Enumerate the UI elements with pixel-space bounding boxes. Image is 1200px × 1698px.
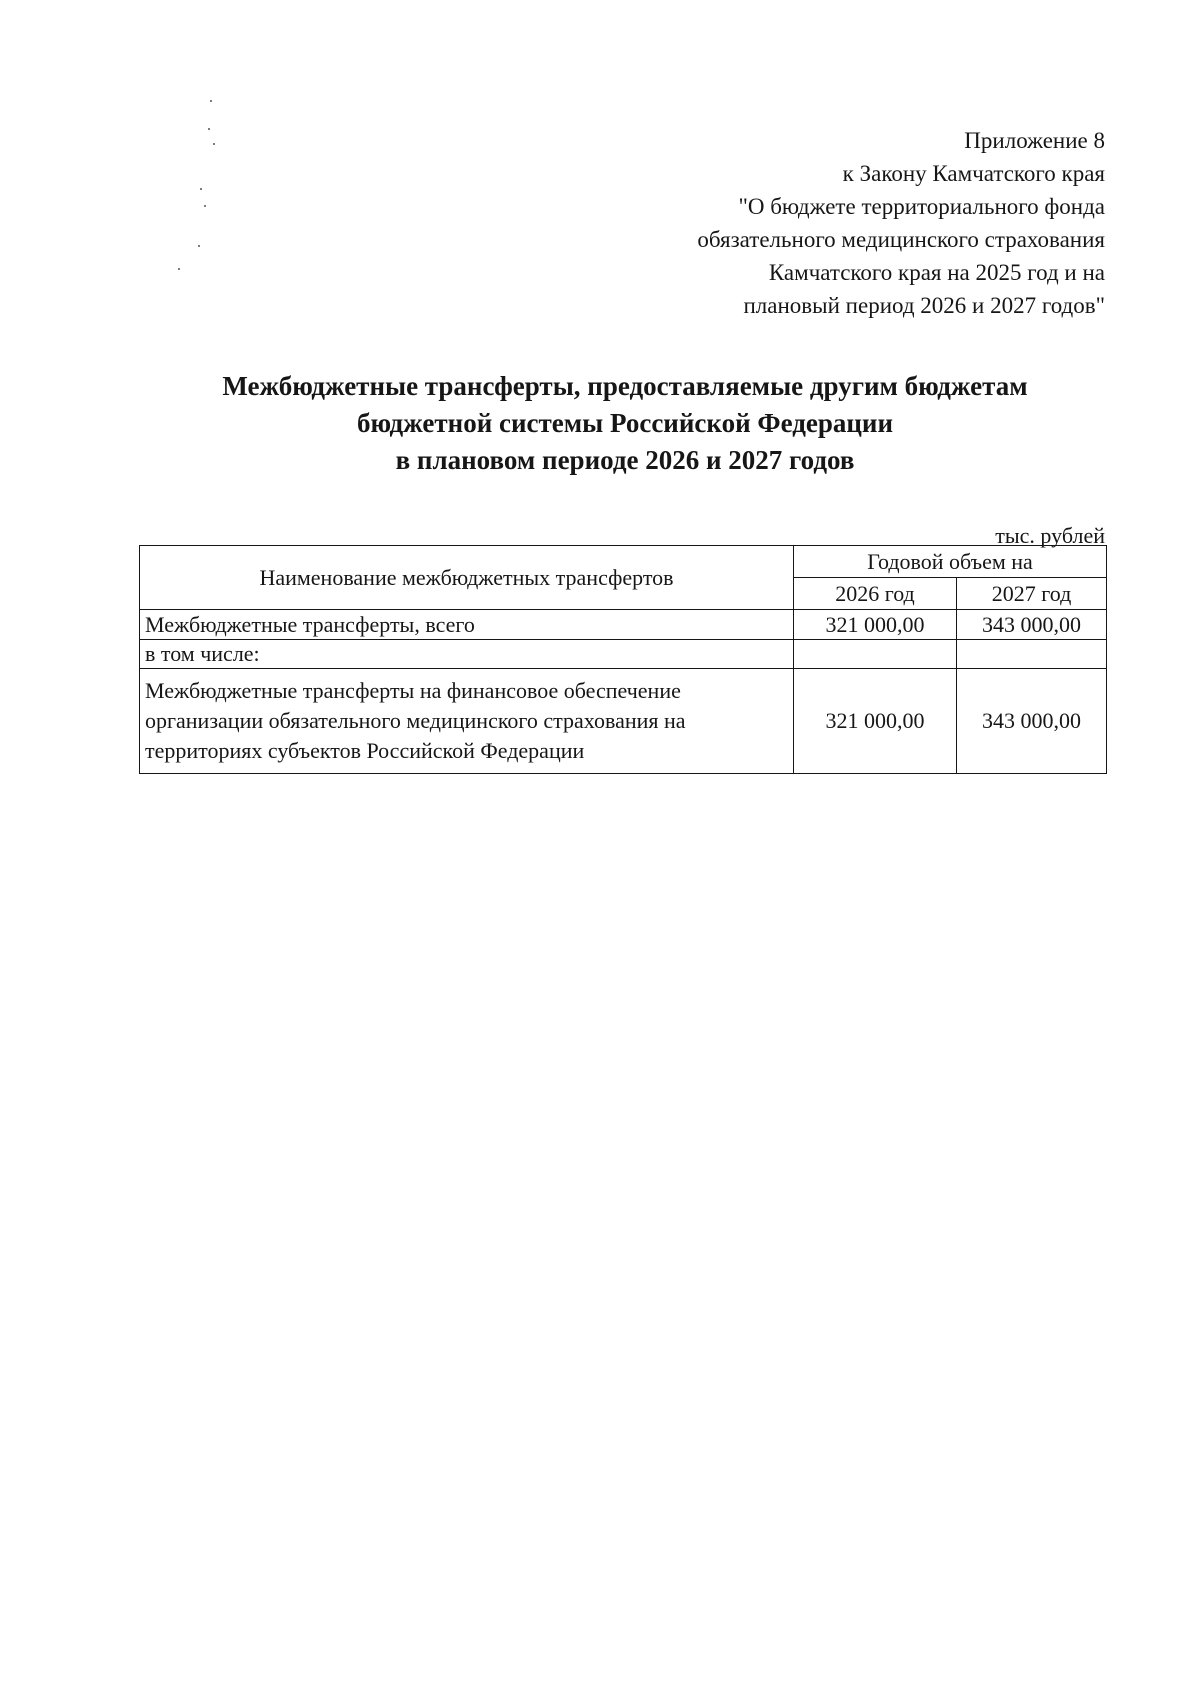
appendix-header [697,124,1105,322]
header-name: Наименование межбюджетных трансфертов [140,546,794,610]
value-2026 [794,640,957,669]
header-year-2027: 2027 год [957,578,1107,610]
scan-speck [208,128,210,130]
scan-speck [210,100,212,102]
value-2027 [957,640,1107,669]
value-2027: 343 000,00 [957,669,1107,774]
document-title [140,368,1110,479]
table-row-including [140,640,1107,669]
units-label: тыс. рублей [995,523,1105,548]
table-row-mhi-transfer [140,669,1107,774]
row-label [140,669,794,774]
table-header-row [140,546,1107,578]
value-2026: 321 000,00 [794,669,957,774]
table-row-total [140,610,1107,640]
appendix-law-title-line: обязательного медицинского страхования [697,227,1105,252]
row-label: в том числе: [140,640,794,669]
row-label-line: Межбюджетные трансферты на финансовое обеспечение [145,678,681,703]
header-year-2026: 2026 год [794,578,957,610]
row-label-line: организации обязательного медицинского страхования на [145,708,686,733]
value-2026: 321 000,00 [794,610,957,640]
title-line: в плановом периоде 2026 и 2027 годов [395,445,855,475]
appendix-number: Приложение 8 [964,128,1105,153]
value-2027: 343 000,00 [957,610,1107,640]
appendix-law-title-line: Камчатского края на 2025 год и на [768,260,1105,285]
row-label: Межбюджетные трансферты, всего [140,610,794,640]
title-line: Межбюджетные трансферты, предоставляемые другим бюджетам [222,371,1028,401]
transfers-table [139,545,1107,774]
scan-speck [213,143,215,145]
scan-speck [200,188,202,190]
appendix-law-reference: к Закону Камчатского края [842,161,1105,186]
header-annual-volume: Годовой объем на [794,546,1107,578]
row-label-line: территориях субъектов Российской Федерации [145,738,585,763]
appendix-law-title-line: "О бюджете территориального фонда [738,194,1105,219]
title-line: бюджетной системы Российской Федерации [356,408,894,438]
scan-speck [204,205,206,207]
appendix-law-title-line: плановый период 2026 и 2027 годов" [743,293,1105,318]
scan-speck [198,245,200,247]
scan-speck [178,268,180,270]
